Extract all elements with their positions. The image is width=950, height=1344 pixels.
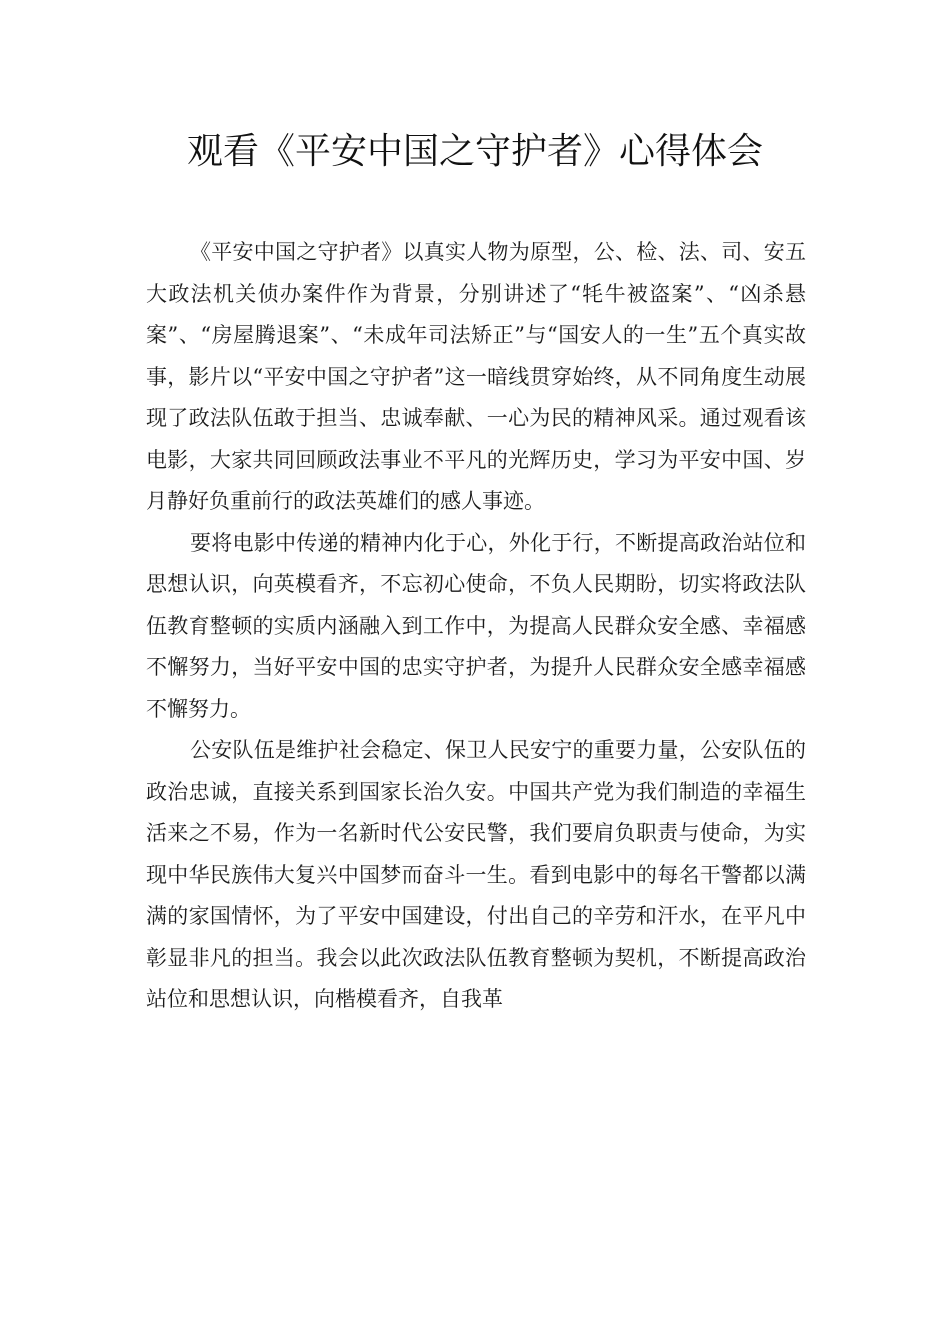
paragraph-3: 公安队伍是维护社会稳定、保卫人民安宁的重要力量，公安队伍的政治忠诚，直接关系到国家长治久安。中国共产党为我们制造的幸福生活来之不易，作为一名新时代公安民警，我们要肩负职责与使命，为实现中华民族伟大复兴中国梦而奋斗一生。看到电影中的每名干警都以满满的家国情怀，为了平安中国建设，付出自己的辛劳和汗水，在平凡中彰显非凡的担当。我会以此次政法队伍教育整顿为契机，不断提高政治站位和思想认识，向楷模看齐，自我革 (146, 738, 806, 1011)
document-title: 观看《平安中国之守护者》心得体会 (186, 131, 763, 172)
document-body (146, 232, 806, 1021)
paragraph-1: 《平安中国之守护者》以真实人物为原型，公、检、法、司、安五大政法机关侦办案件作为背景，分别讲述了“牦牛被盗案”、“凶杀悬案”、“房屋腾退案”、“未成年司法矫正”与“国安人的一生”五个真实故事，影片以“平安中国之守护者”这一暗线贯穿始终，从不同角度生动展现了政法队伍敢于担当、忠诚奉献、一心为民的精神风采。通过观看该电影，大家共同回顾政法事业不平凡的光辉历史，学习为平安中国、岁月静好负重前行的政法英雄们的感人事迹。 (146, 240, 806, 513)
paragraph-2: 要将电影中传递的精神内化于心，外化于行，不断提高政治站位和思想认识，向英模看齐，不忘初心使命，不负人民期盼，切实将政法队伍教育整顿的实质内涵融入到工作中，为提高人民群众安全感、幸福感不懈努力，当好平安中国的忠实守护者，为提升人民群众安全感幸福感不懈努力。 (146, 530, 806, 721)
